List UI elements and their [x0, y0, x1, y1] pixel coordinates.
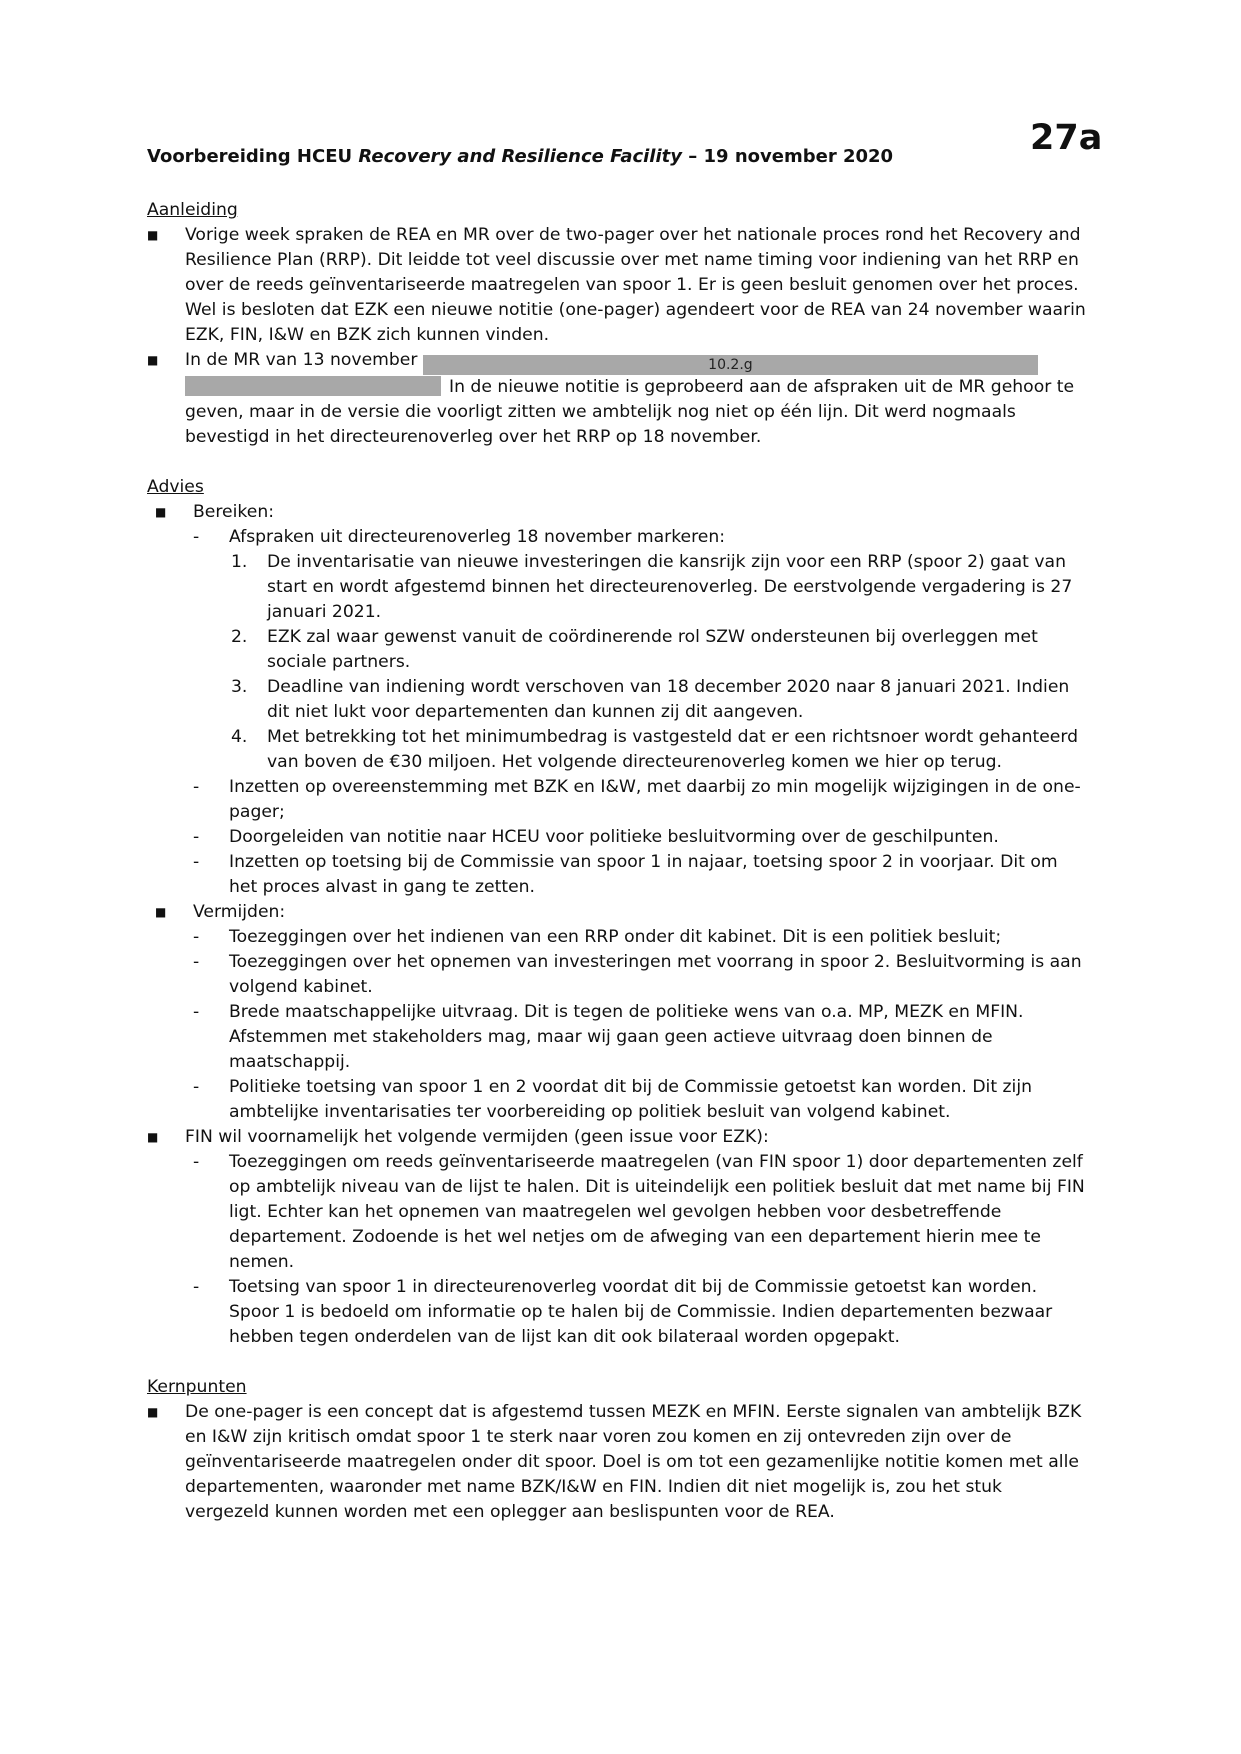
dash-bullet-icon: -: [193, 827, 200, 847]
fin-bullet: [147, 1125, 1087, 1150]
square-bullet-icon: ■: [147, 228, 159, 242]
title-part-1: Voorbereiding HCEU: [147, 146, 359, 167]
dash-bullet-icon: -: [193, 1077, 200, 1097]
vermijden-dash-1: [147, 925, 1087, 950]
title-part-2: Recovery and Resilience Facility: [358, 146, 682, 167]
heading-aanleiding: Aanleiding: [147, 200, 238, 220]
numbered-item-1: [147, 550, 1087, 625]
dash-bullet-icon: -: [193, 952, 200, 972]
bereiken-dash-4: [147, 850, 1087, 900]
bereiken-dash-4-text: Inzetten op toetsing bij de Commissie van spoor 1 in najaar, toetsing spoor 2 in voorjaar. Dit om het proces alvast in gang te zetten.: [229, 852, 1058, 897]
bereiken-dash-1: [147, 525, 1087, 550]
vermijden-label: Vermijden:: [193, 902, 286, 922]
bereiken-dash-3: [147, 825, 1087, 850]
dash-bullet-icon: -: [193, 927, 200, 947]
numbered-item-2-num: 2.: [231, 627, 248, 647]
numbered-item-4-num: 4.: [231, 727, 248, 747]
document-body: [147, 198, 1087, 1525]
square-bullet-icon: ■: [155, 905, 167, 919]
bereiken-dash-1-text: Afspraken uit directeurenoverleg 18 november markeren:: [229, 527, 726, 547]
square-bullet-icon: ■: [147, 1130, 159, 1144]
numbered-item-1-text: De inventarisatie van nieuwe investeringen die kansrijk zijn voor een RRP (spoor 2) gaat van start en wordt afgestemd binnen het directeurenoverleg. De eerstvolgende vergadering is 27 januari 2021.: [267, 552, 1073, 622]
vermijden-dash-2: [147, 950, 1087, 1000]
kernpunten-bullet-1: [147, 1400, 1087, 1525]
numbered-item-3-text: Deadline van indiening wordt verschoven van 18 december 2020 naar 8 januari 2021. Indien dit niet lukt voor departementen dan kunnen zij dit aangeven.: [267, 677, 1070, 722]
document-title: [147, 146, 1047, 167]
vermijden-dash-3-text: Brede maatschappelijke uitvraag. Dit is tegen de politieke wens van o.a. MP, MEZK en MFIN. Afstemmen met stakeholders mag, maar wij gaan geen actieve uitvraag doen binnen de maatschappij.: [229, 1002, 1024, 1072]
dash-bullet-icon: -: [193, 1277, 200, 1297]
numbered-item-4: [147, 725, 1087, 775]
bereiken-label: Bereiken:: [193, 502, 275, 522]
numbered-item-2-text: EZK zal waar gewenst vanuit de coördinerende rol SZW ondersteunen bij overleggen met sociale partners.: [267, 627, 1038, 672]
numbered-item-3: [147, 675, 1087, 725]
bereiken-dash-3-text: Doorgeleiden van notitie naar HCEU voor politieke besluitvorming over de geschilpunten.: [229, 827, 999, 847]
redaction-block: 10.2.g: [423, 355, 1038, 375]
heading-advies: Advies: [147, 477, 204, 497]
dash-bullet-icon: -: [193, 852, 200, 872]
fin-dash-1: [147, 1150, 1087, 1275]
kernpunten-bullet-1-text: De one-pager is een concept dat is afgestemd tussen MEZK en MFIN. Eerste signalen van ambtelijk BZK en I&W zijn kritisch omdat spoor 1 te sterk naar voren zou komen en zij ontevreden zijn over de geïnventariseerde maatregelen onder dit spoor. Doel is om tot een gezamenlijke notitie komen met alle departementen, waaronder met name BZK/I&W en FIN. Indien dit niet mogelijk is, zou het stuk vergezeld kunnen worden met een oplegger aan beslispunten voor de REA.: [185, 1402, 1082, 1522]
redaction-block-continued: [185, 376, 441, 396]
vermijden-dash-2-text: Toezeggingen over het opnemen van investeringen met voorrang in spoor 2. Besluitvorming is aan volgend kabinet.: [229, 952, 1082, 997]
aanleiding-bullet-2: [147, 348, 1087, 450]
dash-bullet-icon: -: [193, 1002, 200, 1022]
aanleiding-bullet-1: [147, 223, 1087, 348]
square-bullet-icon: ■: [155, 505, 167, 519]
vermijden-dash-4: [147, 1075, 1087, 1125]
dash-bullet-icon: -: [193, 777, 200, 797]
bereiken-dash-2: [147, 775, 1087, 825]
fin-dash-2: [147, 1275, 1087, 1350]
vermijden-bullet: [147, 900, 1087, 925]
aanleiding-bullet-1-text: Vorige week spraken de REA en MR over de two-pager over het nationale proces rond het Recovery and Resilience Plan (RRP). Dit leidde tot veel discussie over met name timing voor indiening van het RRP en over de reeds geïnventariseerde maatregelen van spoor 1. Er is geen besluit genomen over het proces. Wel is besloten dat EZK een nieuwe notitie (one-pager) agendeert voor de REA van 24 november waarin EZK, FIN, I&W en BZK zich kunnen vinden.: [185, 225, 1086, 345]
numbered-item-1-num: 1.: [231, 552, 248, 572]
title-part-3: – 19 november 2020: [682, 146, 894, 167]
fin-dash-1-text: Toezeggingen om reeds geïnventariseerde maatregelen (van FIN spoor 1) door departementen zelf op ambtelijk niveau van de lijst te halen. Dit is uiteindelijk een politiek besluit dat met name bij FIN ligt. Echter kan het opnemen van maatregelen wel gevolgen hebben voor desbetreffende departement. Zodoende is het wel netjes om de afweging van een departement hierin mee te nemen.: [229, 1152, 1085, 1272]
vermijden-dash-4-text: Politieke toetsing van spoor 1 en 2 voordat dit bij de Commissie getoetst kan worden. Dit zijn ambtelijke inventarisaties ter voorbereiding op politiek besluit van volgend kabinet.: [229, 1077, 1033, 1122]
bereiken-dash-2-text: Inzetten op overeenstemming met BZK en I&W, met daarbij zo min mogelijk wijzigingen in de one-pager;: [229, 777, 1081, 822]
numbered-item-4-text: Met betrekking tot het minimumbedrag is vastgesteld dat er een richtsnoer wordt gehanteerd van boven de €30 miljoen. Het volgende directeurenoverleg komen we hier op terug.: [267, 727, 1079, 772]
numbered-item-2: [147, 625, 1087, 675]
numbered-item-3-num: 3.: [231, 677, 248, 697]
vermijden-dash-3: [147, 1000, 1087, 1075]
vermijden-dash-1-text: Toezeggingen over het indienen van een RRP onder dit kabinet. Dit is een politiek besluit;: [229, 927, 1002, 947]
dash-bullet-icon: -: [193, 1152, 200, 1172]
bereiken-bullet: [147, 500, 1087, 525]
aanleiding-bullet-2-start: In de MR van 13 november: [185, 350, 418, 370]
fin-label: FIN wil voornamelijk het volgende vermijden (geen issue voor EZK):: [185, 1127, 769, 1147]
document-number: 27a: [1030, 118, 1103, 158]
square-bullet-icon: ■: [147, 1405, 159, 1419]
aanleiding-bullet-2-rest: In de nieuwe notitie is geprobeerd aan de afspraken uit de MR gehoor te geven, maar in de versie die voorligt zitten we ambtelijk nog niet op één lijn. Dit werd nogmaals bevestigd in het directeurenoverleg over het RRP op 18 november.: [185, 377, 1075, 447]
heading-kernpunten: Kernpunten: [147, 1377, 247, 1397]
dash-bullet-icon: -: [193, 527, 200, 547]
square-bullet-icon: ■: [147, 353, 159, 367]
fin-dash-2-text: Toetsing van spoor 1 in directeurenoverleg voordat dit bij de Commissie getoetst kan worden. Spoor 1 is bedoeld om informatie op te halen bij de Commissie. Indien departementen bezwaar hebben tegen onderdelen van de lijst kan dit ook bilateraal worden opgepakt.: [229, 1277, 1053, 1347]
